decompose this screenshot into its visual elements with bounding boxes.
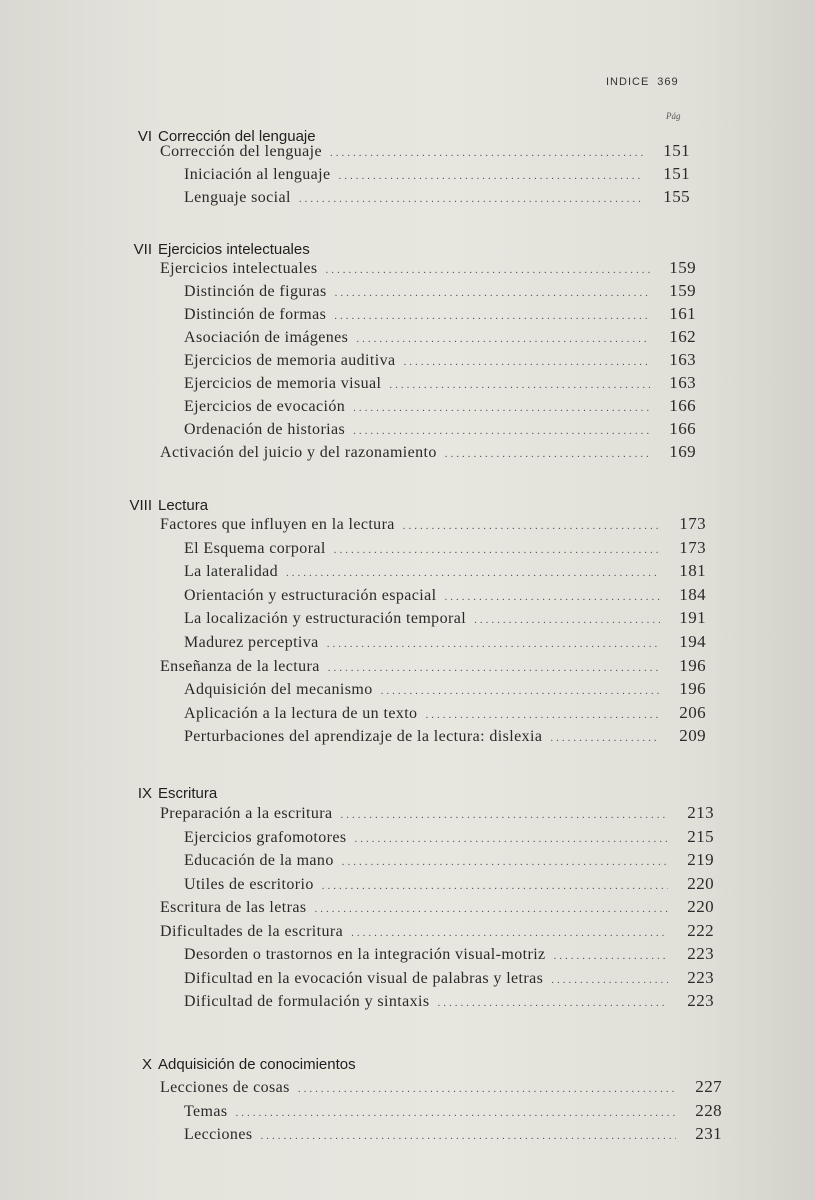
dot-leader (339, 170, 644, 182)
entry-page-number: 220 (687, 897, 714, 916)
entry-page-number: 163 (669, 350, 696, 369)
entry-title: Iniciación al lenguaje (184, 166, 331, 183)
toc-entry[interactable] (160, 656, 706, 678)
section-heading (112, 1056, 356, 1073)
entry-page-number: 173 (679, 514, 706, 533)
toc-entry[interactable] (184, 396, 696, 418)
entry-title: Orientación y estructuración espacial (184, 586, 437, 604)
toc-entry[interactable] (160, 1077, 722, 1099)
entry-title: Aplicación a la lectura de un texto (184, 704, 418, 722)
toc-entry[interactable] (184, 827, 714, 849)
entry-page-number: 151 (663, 164, 690, 183)
entry-page-number: 173 (679, 537, 706, 557)
entry-page-number: 223 (687, 944, 714, 963)
entry-title: Dificultad en la evocación visual de palabras y letras (184, 969, 544, 987)
entry-title: Lecciones (184, 1126, 253, 1143)
toc-entry[interactable] (160, 141, 690, 163)
entry-title: Temas (184, 1102, 228, 1120)
dot-leader (389, 379, 650, 391)
entry-title: La lateralidad (184, 563, 278, 581)
entry-page-number: 206 (679, 702, 706, 722)
dot-leader (551, 974, 668, 986)
entry-title: Lecciones de cosas (160, 1079, 290, 1096)
entry-page-number: 181 (679, 561, 706, 581)
dot-leader (354, 833, 668, 845)
dot-leader (353, 402, 650, 414)
entry-title: Ordenación de historias (184, 421, 346, 438)
entry-page-number: 223 (687, 991, 714, 1010)
toc-entry[interactable] (184, 874, 714, 896)
dot-leader (322, 880, 668, 892)
toc-entry[interactable] (184, 944, 714, 966)
entry-title: Ejercicios intelectuales (160, 260, 318, 277)
entry-page-number: 184 (679, 584, 706, 604)
section-number: VI (137, 128, 152, 145)
section-title: Corrección del lenguaje (158, 128, 316, 145)
entry-title: Distinción de formas (184, 306, 327, 323)
entry-title: Madurez perceptiva (184, 634, 319, 651)
entry-page-number: 209 (679, 726, 706, 746)
dot-leader (554, 950, 668, 962)
entry-page-number: 220 (687, 873, 714, 893)
dot-leader (474, 614, 660, 626)
toc-entry[interactable] (184, 585, 706, 607)
entry-page-number: 219 (687, 850, 714, 869)
dot-leader (328, 662, 660, 674)
entry-title: Desorden o trastornos en la integración visual-motriz (184, 946, 546, 963)
section-title: Escritura (158, 785, 218, 802)
toc-entry[interactable] (184, 373, 696, 395)
entry-page-number: 194 (679, 632, 706, 651)
dot-leader (299, 193, 644, 205)
dot-leader (260, 1130, 676, 1142)
entry-page-number: 151 (663, 141, 690, 160)
toc-entry[interactable] (184, 538, 706, 560)
dot-leader (326, 264, 650, 276)
toc-entry[interactable] (184, 703, 706, 725)
entry-title: Corrección del lenguaje (160, 143, 323, 160)
entry-page-number: 215 (687, 826, 714, 846)
section-heading (112, 497, 208, 514)
section-number: X (141, 1056, 152, 1073)
toc-entry[interactable] (184, 850, 714, 872)
entry-page-number: 231 (695, 1124, 722, 1143)
dot-leader (381, 685, 660, 697)
entry-page-number: 228 (695, 1100, 722, 1120)
toc-entry[interactable] (184, 1124, 722, 1146)
dot-leader (425, 709, 660, 721)
entry-page-number: 166 (669, 419, 696, 438)
section-heading (112, 785, 217, 802)
entry-page-number: 213 (687, 803, 714, 822)
dot-leader (444, 591, 660, 603)
dot-leader (403, 520, 660, 532)
toc-entry[interactable] (184, 327, 696, 349)
section-number: VIII (129, 497, 152, 514)
entry-title: Lenguaje social (184, 189, 291, 206)
toc-entry[interactable] (184, 726, 706, 748)
dot-leader (236, 1107, 676, 1119)
toc-entry[interactable] (184, 281, 696, 303)
entry-title: Ejercicios grafomotores (184, 828, 347, 846)
header-title: INDICE (606, 76, 650, 88)
entry-page-number: 196 (679, 655, 706, 675)
toc-entry[interactable] (160, 514, 706, 536)
entry-title: Activación del juicio y del razonamiento (160, 444, 437, 461)
dot-leader (341, 809, 668, 821)
toc-entry[interactable] (184, 991, 714, 1013)
toc-entry[interactable] (160, 442, 696, 464)
entry-page-number: 196 (679, 679, 706, 699)
dot-leader (353, 425, 650, 437)
entry-title: Escritura de las letras (160, 899, 307, 916)
toc-entry[interactable] (184, 419, 696, 441)
entry-title: El Esquema corporal (184, 539, 326, 557)
dot-leader (334, 310, 650, 322)
entry-page-number: 223 (687, 967, 714, 987)
section-heading (112, 241, 310, 258)
entry-title: Enseñanza de la lectura (160, 657, 320, 675)
dot-leader (314, 903, 668, 915)
entry-title: La localización y estructuración temporal (184, 610, 467, 628)
section-title: Lectura (158, 497, 209, 514)
page-number: 369 (657, 76, 679, 88)
dot-leader (298, 1083, 676, 1095)
page-column-label: Pág (666, 111, 681, 121)
toc-entry[interactable] (184, 164, 690, 186)
toc-entry[interactable] (184, 679, 706, 701)
entry-title: Perturbaciones del aprendizaje de la lectura: dislexia (184, 728, 543, 746)
section-number: IX (137, 785, 152, 802)
entry-page-number: 169 (669, 442, 696, 461)
entry-title: Dificultad de formulación y sintaxis (184, 993, 430, 1010)
toc-entry[interactable] (184, 561, 706, 583)
entry-page-number: 161 (669, 304, 696, 323)
entry-page-number: 159 (669, 258, 696, 277)
dot-leader (403, 356, 650, 368)
entry-title: Ejercicios de evocación (184, 398, 346, 415)
entry-page-number: 191 (679, 608, 706, 628)
dot-leader (327, 638, 660, 650)
entry-page-number: 159 (669, 281, 696, 300)
toc-entry[interactable] (184, 350, 696, 372)
entry-page-number: 162 (669, 327, 696, 346)
dot-leader (330, 147, 644, 159)
dot-leader (445, 448, 650, 460)
dot-leader (351, 927, 668, 939)
toc-entry[interactable] (160, 258, 696, 280)
entry-title: Ejercicios de memoria auditiva (184, 352, 396, 369)
toc-entry[interactable] (184, 304, 696, 326)
entry-title: Educación de la mano (184, 852, 334, 869)
entry-title: Preparación a la escritura (160, 805, 333, 822)
dot-leader (356, 333, 650, 345)
dot-leader (334, 544, 660, 556)
entry-title: Dificultades de la escritura (160, 922, 344, 940)
entry-page-number: 163 (669, 373, 696, 392)
toc-entry[interactable] (184, 608, 706, 630)
section-title: Ejercicios intelectuales (158, 241, 310, 258)
dot-leader (437, 997, 668, 1009)
toc-entry[interactable] (184, 187, 690, 209)
entry-title: Adquisición del mecanismo (184, 681, 373, 699)
toc-entry[interactable] (160, 803, 714, 825)
section-title: Adquisición de conocimientos (158, 1056, 356, 1073)
entry-page-number: 166 (669, 396, 696, 415)
dot-leader (286, 567, 660, 579)
entry-title: Utiles de escritorio (184, 875, 314, 893)
entry-page-number: 222 (687, 920, 714, 940)
toc-entry[interactable] (184, 632, 706, 654)
entry-title: Ejercicios de memoria visual (184, 375, 382, 392)
toc-entry[interactable] (184, 1101, 722, 1123)
entry-title: Asociación de imágenes (184, 329, 349, 346)
running-header (606, 76, 706, 88)
entry-title: Factores que influyen en la lectura (160, 516, 395, 533)
toc-entry[interactable] (160, 897, 714, 919)
dot-leader (342, 856, 668, 868)
entry-page-number: 155 (663, 187, 690, 206)
toc-entry[interactable] (160, 921, 714, 943)
entry-title: Distinción de figuras (184, 283, 327, 300)
dot-leader (550, 732, 660, 744)
section-number: VII (133, 241, 152, 258)
dot-leader (335, 287, 650, 299)
entry-page-number: 227 (695, 1077, 722, 1096)
toc-entry[interactable] (184, 968, 714, 990)
